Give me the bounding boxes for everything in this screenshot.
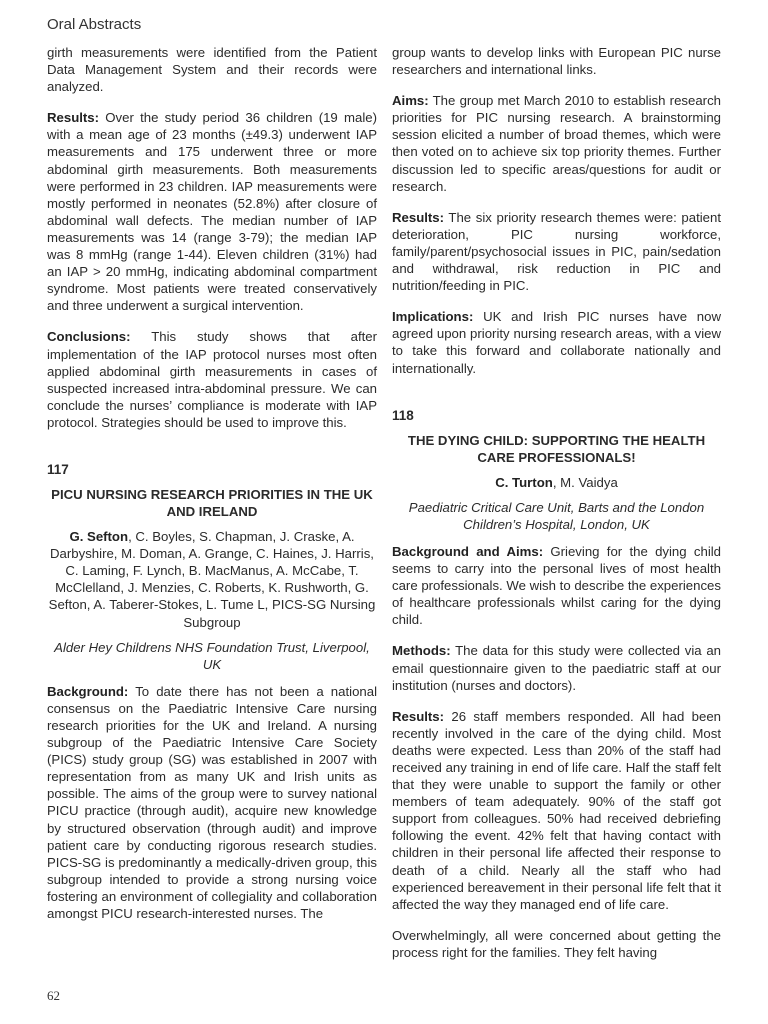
- abstract-title-118: THE DYING CHILD: SUPPORTING THE HEALTH CARE PROFESSIONALS!: [407, 432, 706, 465]
- aims-label: Aims:: [392, 93, 429, 109]
- implications-paragraph: [392, 308, 721, 376]
- abstract-affiliation-117: Alder Hey Childrens NHS Foundation Trust, Liverpool, UK: [54, 639, 370, 672]
- first-author-118: C. Turton: [495, 474, 553, 490]
- continuation-paragraph-right: group wants to develop links with European PIC nurse researchers and international links.: [392, 45, 721, 78]
- results-text: Over the study period 36 children (19 male) with a mean age of 23 months (±49.3) underwent IAP measurements and 175 underwent three or more abdominal girth measurements. Both measurements were performed in 23 children. IAP measurements were mostly performed in neonates (52.8%) after closure of abdominal wall defects. The median number of IAP measurements was 14 (range 3-79); the median IAP was 8 mmHg (range 1-44). Eleven children (31%) had an IAP > 20 mmHg, indicating abdominal compartment syndrome. Most patients were treated conservatively and three underwent a surgical intervention.: [47, 110, 377, 314]
- abstract-number-118: 118: [392, 407, 414, 423]
- final-paragraph-118: Overwhelmingly, all were concerned about getting the process right for the families. They felt having: [392, 927, 721, 960]
- results-label: Results:: [47, 110, 100, 126]
- other-authors-118: , M. Vaidya: [552, 474, 618, 490]
- background-paragraph-118: [392, 543, 721, 628]
- results-text-118: 26 staff members responded. All had been recently involved in the care of the dying child. Most deaths were expected. Less than 20% of the staff had received any training in end of life care. Half the staff felt that they were unable to support the family or other members of team adequately. 90% of the staff got support from colleagues. 50% had received debriefing following the event. 42% felt that having contact with children in their personal life affected their response to death of a child. Nearly all the staff who had experienced bereavement in their personal life felt that it affected the way they managed end of life care.: [392, 708, 721, 912]
- first-author-117: G. Sefton: [69, 529, 129, 545]
- running-header: Oral Abstracts: [47, 16, 142, 33]
- results-paragraph-118: [392, 708, 721, 913]
- right-column: [392, 44, 721, 975]
- results-paragraph-right: [392, 209, 721, 294]
- conclusions-text: This study shows that after implementation of the IAP protocol nurses most often applied abdominal girth measurements in cases of suspected increased intra-abdominal pressure. We can conclude the nurses’ compliance is moderate with IAP protocol. Strategies should be used to improve this.: [47, 329, 377, 430]
- implications-text: UK and Irish PIC nurses have now agreed upon priority nursing research areas, with a view to take this forward and collaborate nationally and internationally.: [392, 309, 721, 376]
- abstract-affiliation-118: Paediatric Critical Care Unit, Barts and the London Children’s Hospital, London, UK: [408, 499, 705, 532]
- results-label-118: Results:: [392, 708, 445, 724]
- aims-text: The group met March 2010 to establish research priorities for PIC nursing research. A brainstorming session elicited a number of broad themes, which were then voted on to achieve six top priority themes. Further discussion led to specific areas/questions for audit or research.: [392, 93, 721, 194]
- implications-label: Implications:: [392, 309, 474, 325]
- abstract-authors-118: [392, 474, 721, 491]
- background-text-118: Grieving for the dying child seems to carry into the personal lives of most health care professionals. We wish to describe the experiences of healthcare professionals whilst caring for the dying child.: [392, 543, 722, 628]
- conclusions-paragraph: [47, 328, 377, 431]
- background-paragraph-117: [47, 683, 377, 922]
- results-label-right: Results:: [392, 209, 445, 225]
- continuation-paragraph: girth measurements were identified from the Patient Data Management System and their records were analyzed.: [47, 45, 377, 95]
- background-label-117: Background:: [47, 683, 129, 699]
- results-paragraph: [47, 109, 377, 314]
- methods-label-118: Methods:: [392, 643, 451, 659]
- background-text-117: To date there has not been a national consensus on the Paediatric Intensive Care nursing research priorities for the UK and Ireland. A nursing subgroup of the Paediatric Intensive Care Society (PICS) study group (SG) was established in 2007 with representation from as many UK and Irish units as possible. The aims of the group were to survey national PICU practice (through audit), acquire new knowledge by structured observation (through audit) and improve patient care by conducting rigorous research studies. PICS-SG is predominantly a medically-driven group, this subgroup intended to provide a strong nursing voice fostering an environment of collegiality and collaboration amongst PICU research-interested nurses. The: [47, 683, 377, 922]
- abstract-number-117: 117: [47, 461, 69, 477]
- abstract-title-117: PICU NURSING RESEARCH PRIORITIES IN THE UK AND IRELAND: [51, 487, 373, 520]
- methods-paragraph-118: [392, 642, 721, 693]
- page-number: 62: [47, 988, 60, 1003]
- results-text-right: The six priority research themes were: patient deterioration, PIC nursing workforce, family/parent/psychosocial issues in PIC, pain/sedation and withdrawal, risk reduction in PIC and nutrition/feeding in PIC.: [392, 209, 721, 294]
- other-authors-117: , C. Boyles, S. Chapman, J. Craske, A. Darbyshire, M. Doman, A. Grange, C. Haines, J. Harris, C. Laming, F. Lynch, B. MacManus, A. McCabe, T. McClelland, J. Menzies, C. Roberts, K. Rushworth, G. Sefton, A. Taberer-Stokes, L. Tume L, PICS-SG Nursing Subgroup: [48, 529, 376, 630]
- conclusions-label: Conclusions:: [47, 329, 131, 345]
- abstract-authors-117: [47, 528, 377, 631]
- aims-paragraph: [392, 92, 721, 195]
- left-column: [47, 44, 377, 936]
- methods-text-118: The data for this study were collected via an email questionnaire given to the paediatric staff at our institution (nurses and doctors).: [392, 643, 721, 693]
- background-label-118: Background and Aims:: [392, 543, 544, 559]
